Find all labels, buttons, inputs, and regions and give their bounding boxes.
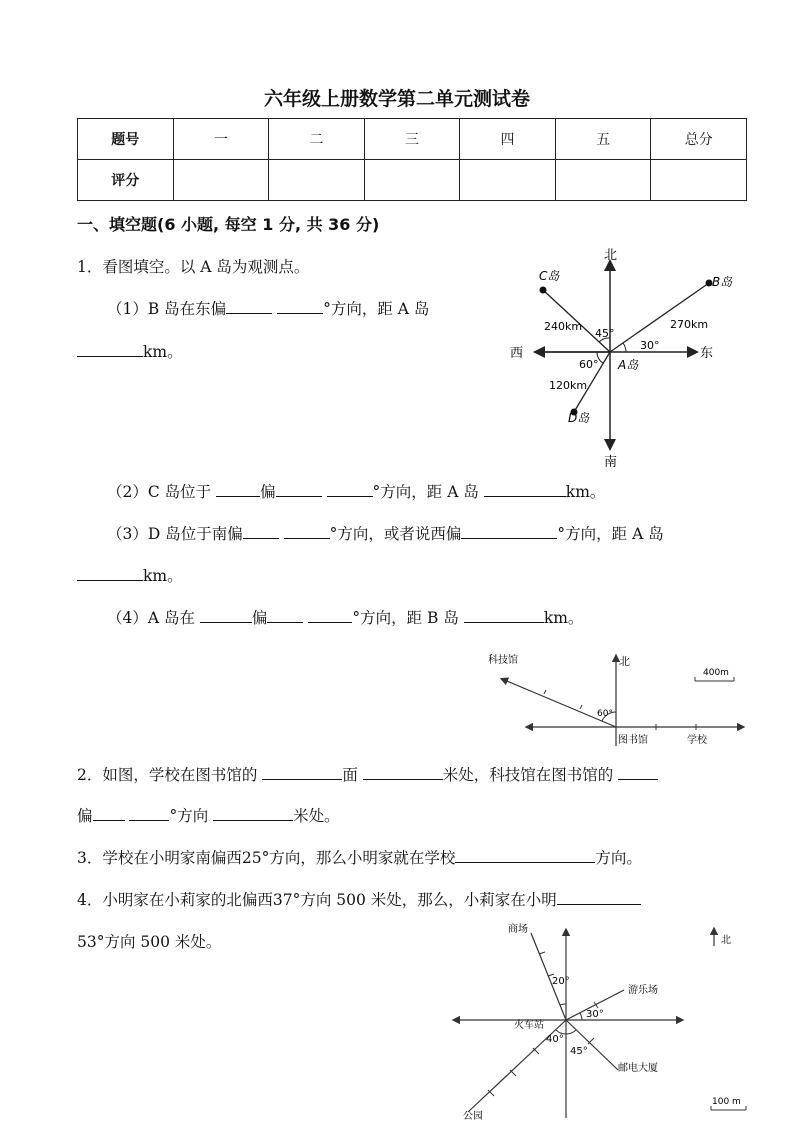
table-cell: 题号 xyxy=(78,119,174,160)
tick-mark xyxy=(588,1038,594,1044)
answer-blank[interactable] xyxy=(93,806,125,821)
table-cell: 总分 xyxy=(651,119,747,160)
answer-blank[interactable] xyxy=(464,608,544,623)
question-3: 3．学校在小明家南偏西25°方向，那么小明家就在学校 方向。 xyxy=(77,849,642,867)
score-cell[interactable] xyxy=(555,160,651,201)
post-office-label: 邮电大厦 xyxy=(618,1063,658,1074)
angle-post-label: 45° xyxy=(570,1046,588,1057)
answer-blank[interactable] xyxy=(216,482,260,497)
table-cell: 五 xyxy=(555,119,651,160)
map-diagram-2 xyxy=(485,648,747,750)
angle-park-label: 40° xyxy=(546,1034,564,1045)
distance-b-label: 270km xyxy=(670,318,709,331)
b-island-label: B岛 xyxy=(712,275,733,289)
answer-blank[interactable] xyxy=(267,608,303,623)
answer-blank[interactable] xyxy=(129,806,169,821)
answer-blank[interactable] xyxy=(363,765,443,780)
question-1-part-2: （2）C 岛位于 偏 °方向，距 A 岛 km。 xyxy=(107,483,606,501)
distance-c-label: 240km xyxy=(544,320,583,333)
distance-d-label: 120km xyxy=(549,379,588,392)
question-1-part-3: （3）D 岛位于南偏 °方向，或者说西偏 °方向，距 A 岛 xyxy=(107,525,664,543)
score-cell[interactable] xyxy=(460,160,556,201)
angle-mall-label: 20° xyxy=(552,976,570,987)
station-label: 火车站 xyxy=(514,1020,544,1031)
question-1-part-1: （1）B 岛在东偏 °方向，距 A 岛 xyxy=(107,300,430,318)
answer-blank[interactable] xyxy=(77,342,143,357)
angle-arc-amusement xyxy=(580,1013,582,1020)
angle-label: 60° xyxy=(597,709,613,719)
answer-blank[interactable] xyxy=(308,608,352,623)
angle-arc-mall xyxy=(560,1004,566,1005)
line-to-post xyxy=(566,1020,618,1070)
answer-blank[interactable] xyxy=(213,806,293,821)
map-diagram-3 xyxy=(448,920,748,1123)
school-label: 学校 xyxy=(687,735,707,746)
answer-blank[interactable] xyxy=(276,482,322,497)
table-cell: 三 xyxy=(364,119,460,160)
angle-c-label: 45° xyxy=(595,327,615,340)
question-4: 4．小明家在小莉家的北偏西37°方向 500 米处，那么，小莉家在小明 xyxy=(77,888,641,910)
east-label: 东 xyxy=(700,346,714,361)
mall-label: 商场 xyxy=(508,924,528,935)
amusement-park-label: 游乐场 xyxy=(628,985,658,996)
a-island-label: A岛 xyxy=(618,358,639,372)
museum-label: 科技馆 xyxy=(488,655,518,666)
c-island-label: C岛 xyxy=(539,269,560,283)
answer-blank[interactable] xyxy=(284,524,330,539)
score-cell[interactable] xyxy=(269,160,365,201)
park-label: 公园 xyxy=(463,1111,483,1122)
answer-blank[interactable] xyxy=(618,765,658,780)
score-table-score-row xyxy=(78,160,747,201)
scale-label: 100 m xyxy=(712,1097,741,1107)
tick-mark xyxy=(539,952,545,954)
compass-diagram-1 xyxy=(500,240,760,472)
question-1-part-1-cont: km。 xyxy=(77,340,183,362)
north-label: 北 xyxy=(721,935,731,946)
answer-blank[interactable] xyxy=(557,890,641,905)
page-title: 六年级上册数学第二单元测试卷 xyxy=(263,88,530,110)
angle-amusement-label: 30° xyxy=(586,1009,604,1020)
answer-blank[interactable] xyxy=(77,566,143,581)
score-cell[interactable] xyxy=(651,160,747,201)
table-cell: 评分 xyxy=(78,160,174,201)
question-4-cont: 53°方向 500 米处。 xyxy=(77,933,222,951)
section-heading: 一、填空题(6 小题, 每空 1 分, 共 36 分) xyxy=(77,215,380,234)
answer-blank[interactable] xyxy=(461,524,557,539)
d-island-label: D岛 xyxy=(568,411,590,425)
answer-blank[interactable] xyxy=(200,608,252,623)
answer-blank[interactable] xyxy=(484,482,566,497)
answer-blank[interactable] xyxy=(455,848,595,863)
library-label: 图书馆 xyxy=(618,735,648,746)
answer-blank[interactable] xyxy=(226,299,272,314)
west-label: 西 xyxy=(510,346,524,361)
south-label: 南 xyxy=(604,455,618,470)
answer-blank[interactable] xyxy=(243,524,279,539)
score-table xyxy=(77,118,747,201)
line-to-museum xyxy=(502,679,616,727)
question-2: 2．如图，学校在图书馆的 面 米处，科技馆在图书馆的 xyxy=(77,763,658,785)
tick-mark xyxy=(510,1070,516,1076)
question-1-stem: 1．看图填空。以 A 岛为观测点。 xyxy=(77,258,310,276)
north-label: 北 xyxy=(619,655,630,668)
angle-arc-post xyxy=(566,1030,576,1034)
c-island-dot xyxy=(540,287,547,294)
answer-blank[interactable] xyxy=(262,765,342,780)
angle-b-label: 30° xyxy=(640,339,660,352)
north-label: 北 xyxy=(604,248,618,263)
table-cell: 一 xyxy=(173,119,269,160)
table-cell: 二 xyxy=(269,119,365,160)
table-cell: 四 xyxy=(460,119,556,160)
angle-arc-b xyxy=(623,343,626,352)
score-cell[interactable] xyxy=(364,160,460,201)
score-table-header-row xyxy=(78,119,747,160)
scale-label: 400m xyxy=(703,668,729,678)
question-1-part-4: （4）A 岛在 偏 °方向，距 B 岛 km。 xyxy=(107,609,584,627)
question-1-part-3-cont: km。 xyxy=(77,564,183,586)
tick-mark xyxy=(544,690,546,694)
tick-mark xyxy=(580,705,582,709)
answer-blank[interactable] xyxy=(277,299,323,314)
angle-d-label: 60° xyxy=(579,358,599,371)
answer-blank[interactable] xyxy=(327,482,373,497)
score-cell[interactable] xyxy=(173,160,269,201)
question-2-cont: 偏 °方向 米处。 xyxy=(77,807,340,825)
